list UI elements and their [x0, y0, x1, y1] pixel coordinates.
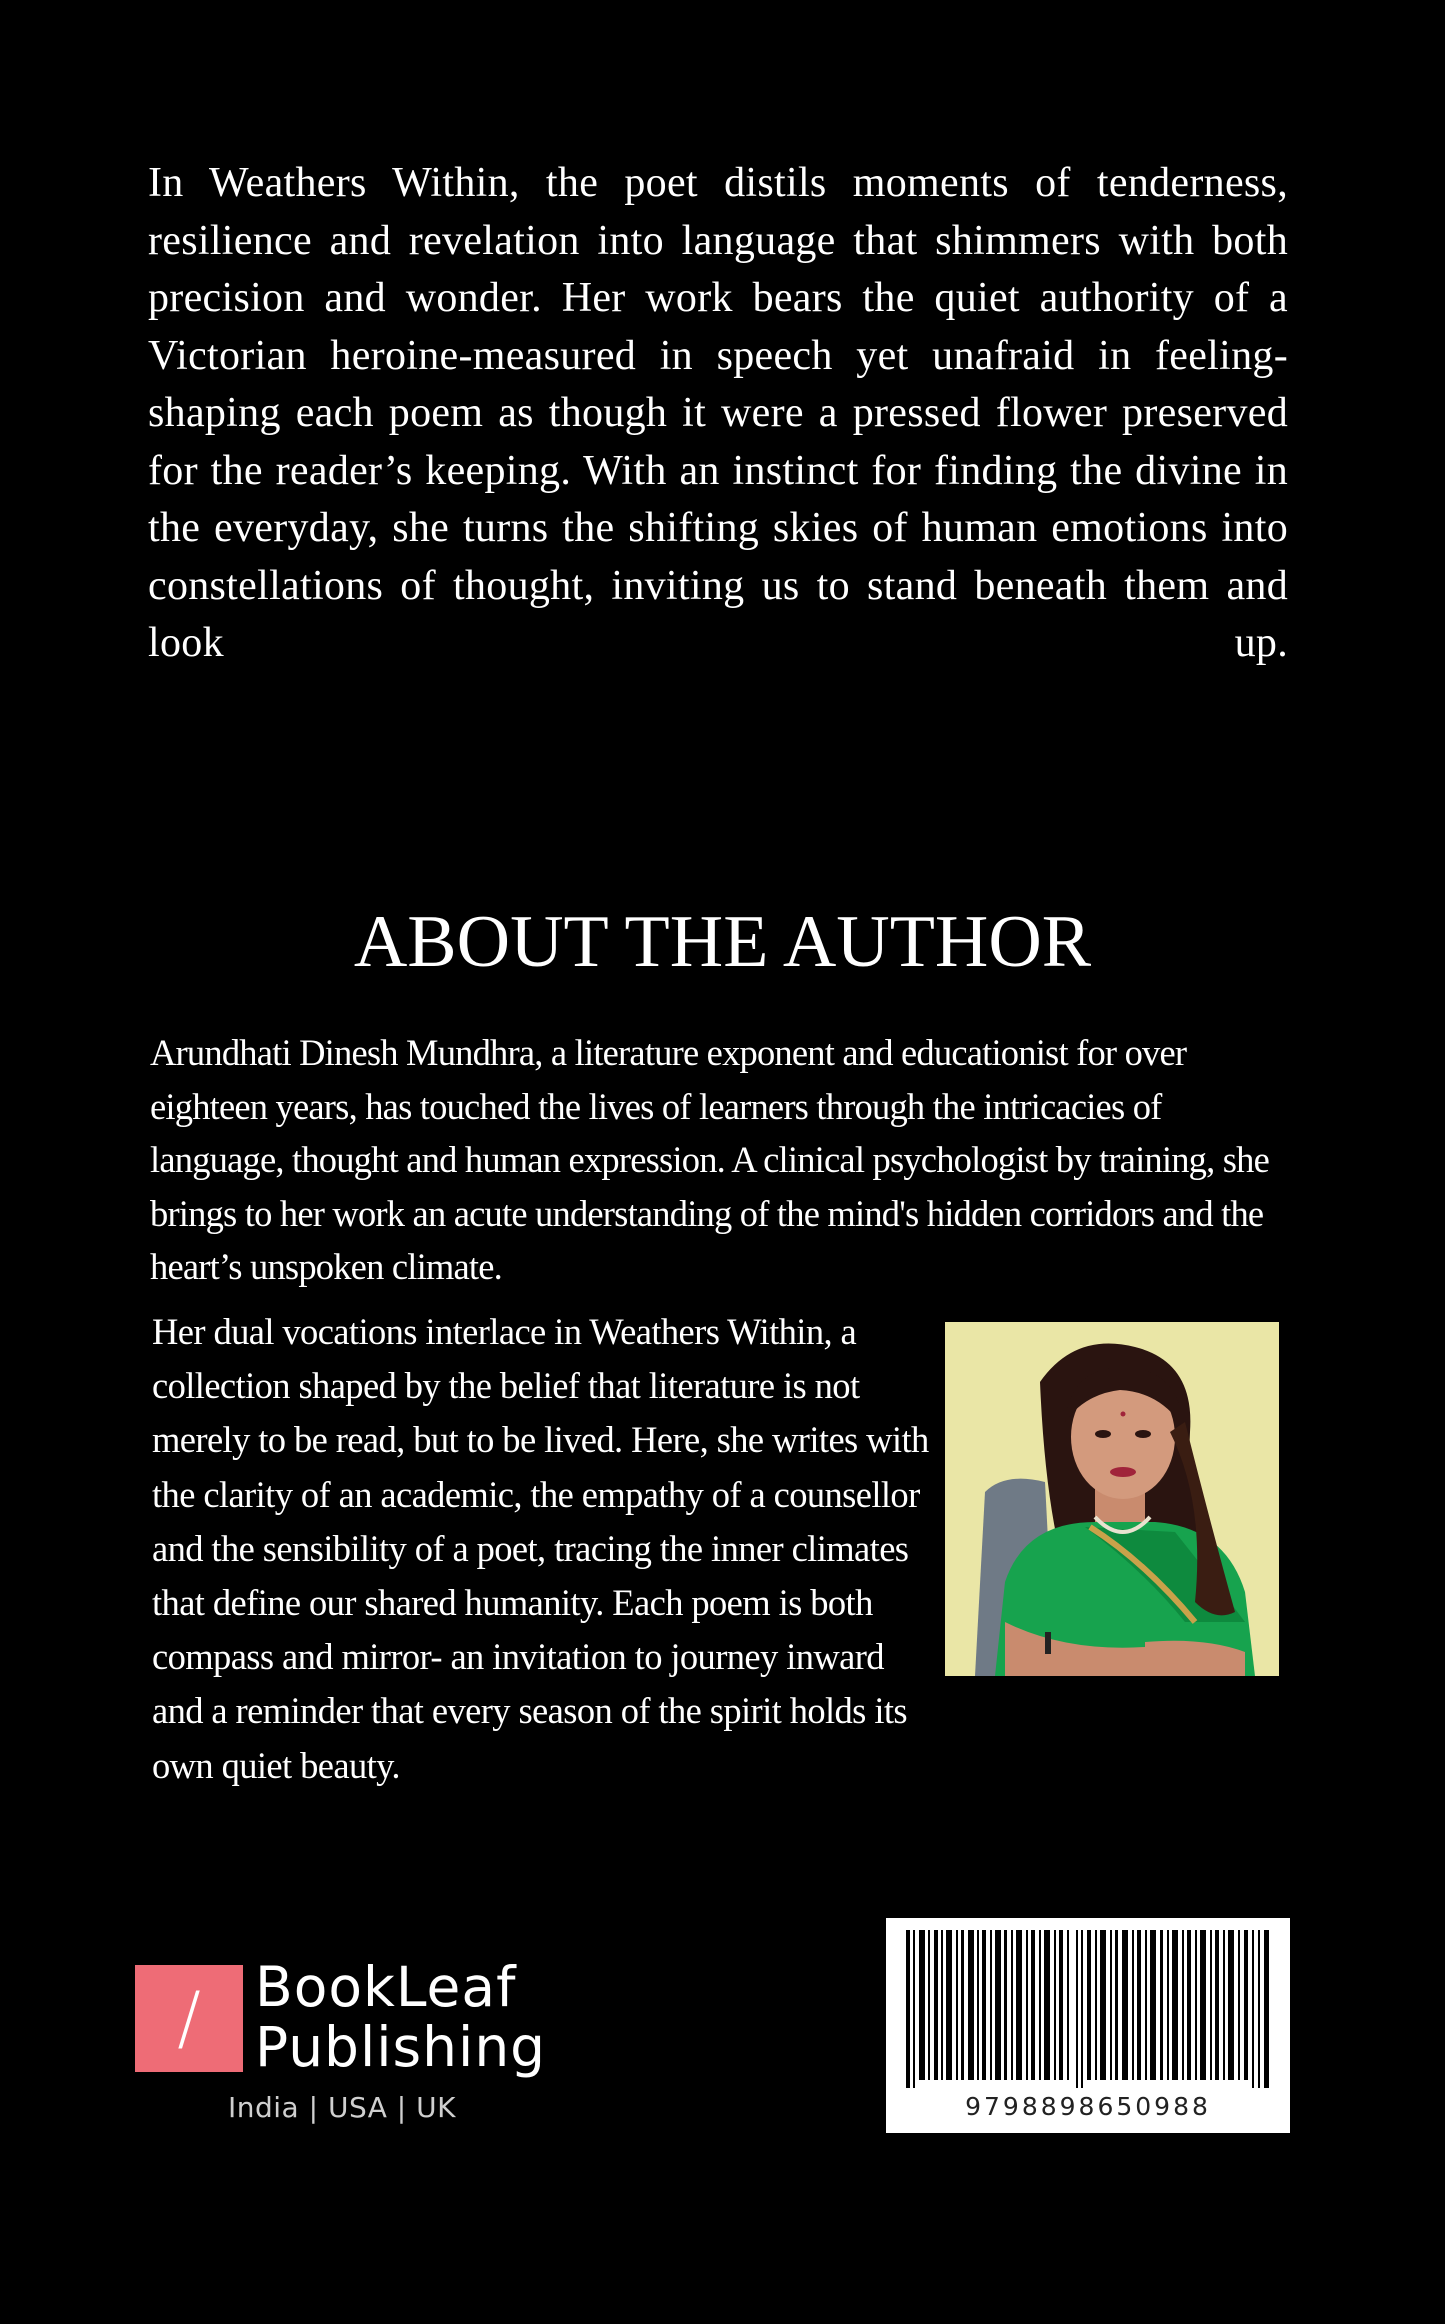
about-the-author-heading: ABOUT THE AUTHOR: [353, 901, 1092, 983]
publisher-name: [255, 1957, 546, 2077]
author-bio-paragraph-1: Arundhati Dinesh Mundhra, a literature exponent and educationist for over eighteen years, has touched the lives of learners through the intricacies of language, thought and human expression. A clinical psychologist by training, she brings to her work an acute understanding of the mind's hidden corridors and the heart’s unspoken climate.: [150, 1032, 1270, 1288]
cover-blurb: In Weathers Within, the poet distils moments of tenderness, resilience and revelation into language that shimmers with both precision and wonder. Her work bears the quiet authority of a Victorian heroine-measured in speech yet unafraid in feeling- shaping each poem as though it were a pressed flower preserved for the reader’s keeping. With an instinct for finding the divine in the everyday, she turns the shifting skies of human emotions into constellations of thought, inviting us to stand beneath them and look up.: [148, 160, 1288, 666]
publisher-logo: [135, 1955, 555, 2143]
slash-icon: /: [177, 1977, 201, 2059]
publisher-name-line-1: BookLeaf: [255, 1955, 517, 2019]
publisher-name-line-2: Publishing: [255, 2015, 547, 2079]
isbn-barcode: [886, 1918, 1290, 2133]
author-bio-paragraph-2: Her dual vocations interlace in Weathers Within, a collection shaped by the belief that literature is not merely to be read, but to be lived. Here, she writes with the clarity of an academic, the empathy of a counsellor and the sensibility of a poet, tracing the inner climates that define our shared humanity. Each poem is both compass and mirror- an invitation to journey inward and a reminder that every season of the spirit holds its own quiet beauty.: [152, 1311, 929, 1786]
author-photo: [945, 1322, 1279, 1676]
publisher-mark: [135, 1965, 243, 2072]
isbn-number: 9798898650988: [965, 2092, 1211, 2121]
barcode-bars: [906, 1930, 1270, 2088]
publisher-regions: India | USA | UK: [228, 2091, 456, 2124]
